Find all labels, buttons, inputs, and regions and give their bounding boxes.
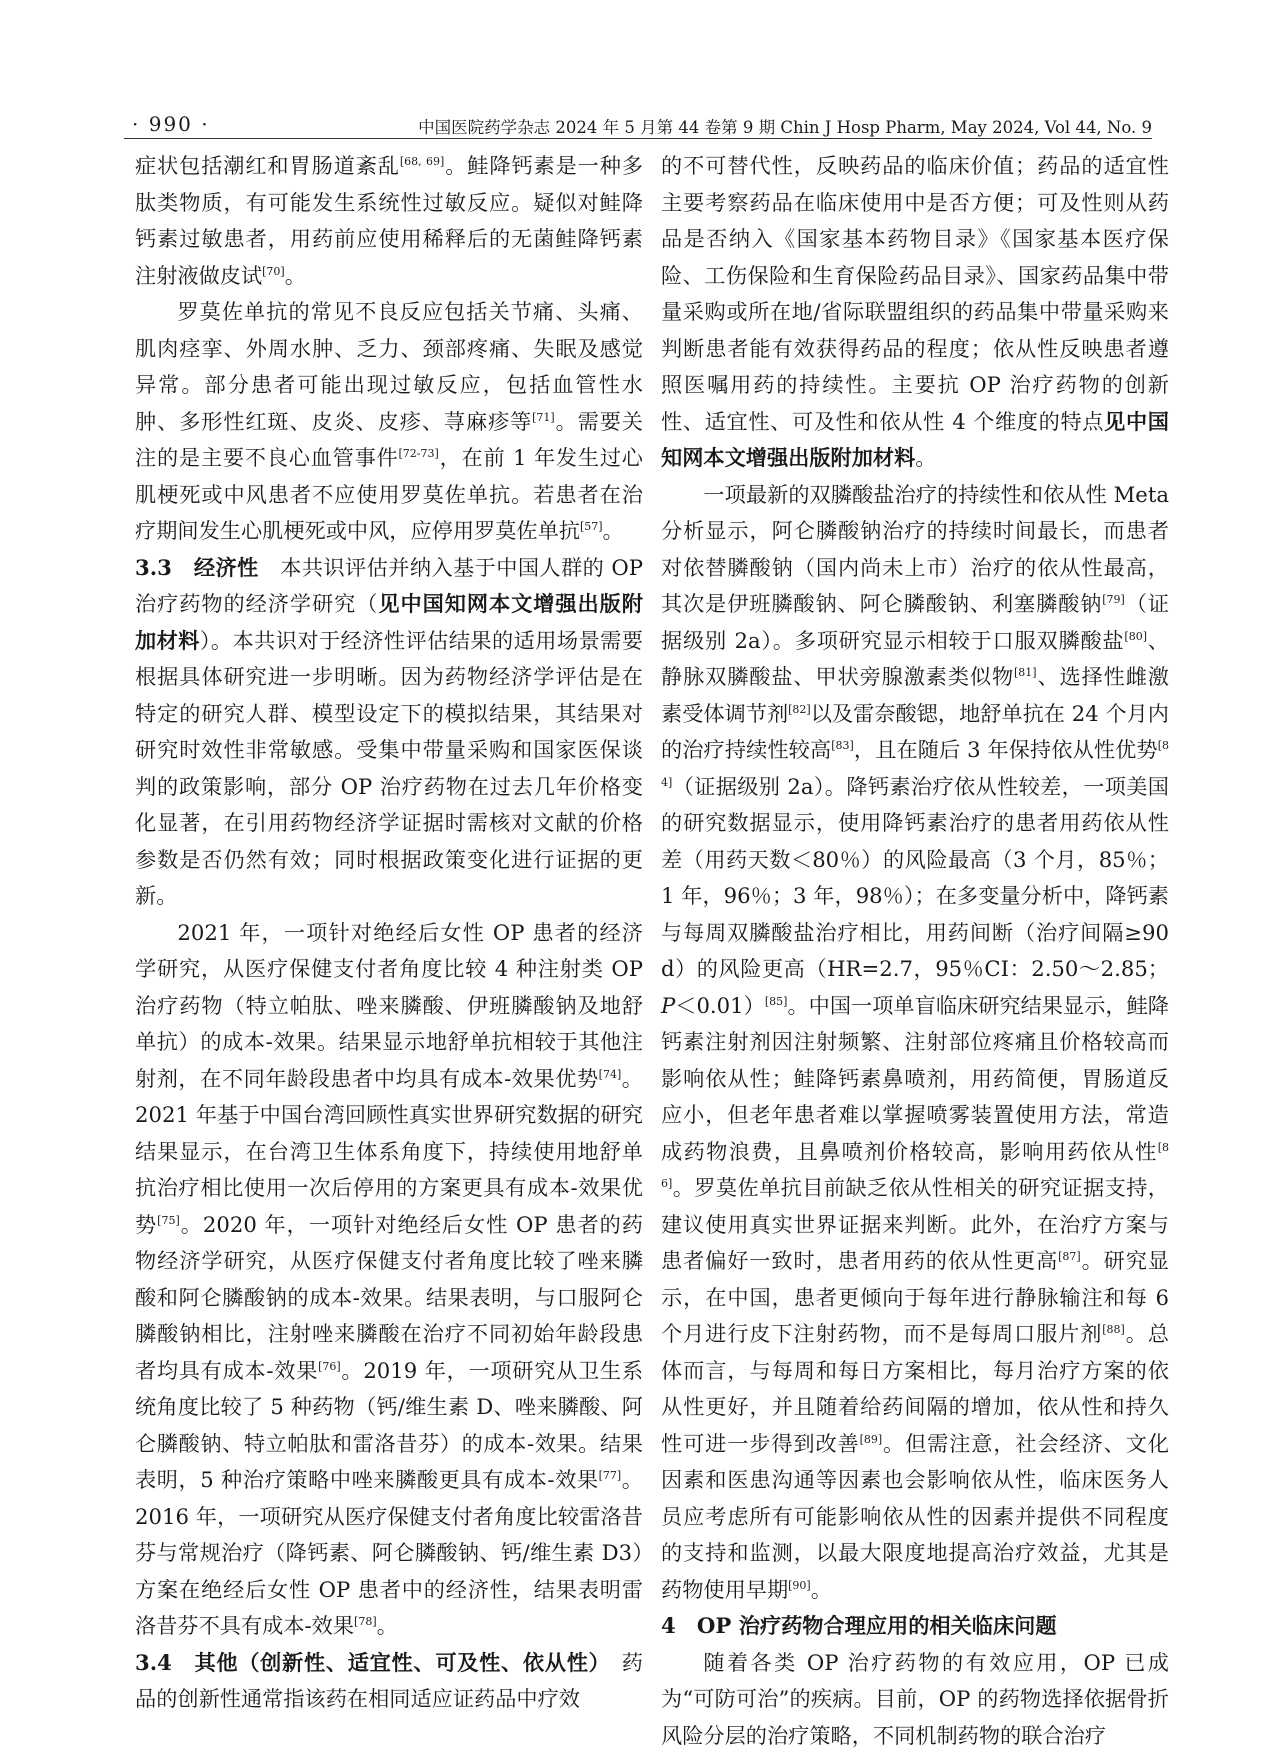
citation[interactable]: [71] [532, 410, 555, 423]
citation[interactable]: [74] [599, 1067, 622, 1080]
citation[interactable]: [80] [1124, 629, 1147, 642]
supplement-link[interactable]: 见中国知网本文增强出版附加材料 [661, 409, 1169, 471]
right-column [661, 148, 1169, 1754]
section-heading: 3.3 经济性 [135, 555, 259, 580]
citation[interactable]: [82] [788, 702, 811, 715]
left-column [135, 148, 643, 1718]
section-heading: 3.4 其他（创新性、适宜性、可及性、依从性） [135, 1650, 600, 1675]
citation[interactable]: [79] [1102, 593, 1125, 606]
section-3-3: 3.3 经济性 本共识评估并纳入基于中国人群的 OP 治疗药物的经济学研究（见中国知网本文增强出版附加材料）。本共识对于经济性评估结果的适用场景需要根据具体研究进一步明晰。因为药物经济学评估是在特定的研究人群、模型设定下的模拟结果，其结果对研究时效性非常敏感。受集中带量采购和国家医保谈判的政策影响，部分 OP 治疗药物在过去几年价格变化显著，在引用药物经济学证据时需核对文献的价格参数是否仍然有效；同时根据政策变化进行证据的更新。 [135, 550, 643, 915]
p-value-label: P [661, 993, 675, 1018]
paragraph: 罗莫佐单抗的常见不良反应包括关节痛、头痛、肌肉痉挛、外周水肿、乏力、颈部疼痛、失眠及感觉异常。部分患者可能出现过敏反应，包括血管性水肿、多形性红斑、皮炎、皮疹、荨麻疹等[71]。需要关注的是主要不良心血管事件[72-73]，在前 1 年发生过心肌梗死或中风患者不应使用罗莫佐单抗。若患者在治疗期间发生心肌梗死或中风，应停用罗莫佐单抗[57]。 [135, 294, 643, 550]
citation[interactable]: [85] [765, 994, 788, 1007]
citation[interactable]: [84] [661, 739, 1169, 789]
citation[interactable]: [77] [599, 1469, 622, 1482]
citation[interactable]: [78] [354, 1615, 377, 1628]
citation[interactable]: [87] [1058, 1250, 1081, 1263]
supplement-link[interactable]: 见中国知网本文增强出版附加材料 [135, 591, 643, 653]
page-number: · 990 · [132, 112, 210, 136]
paragraph: 2021 年，一项针对绝经后女性 OP 患者的经济学研究，从医疗保健支付者角度比较 4 种注射类 OP 治疗药物（特立帕肽、唑来膦酸、伊班膦酸钠及地舒单抗）的成本-效果。结果显示地舒单抗相较于其他注射剂，在不同年龄段患者中均具有成本-效果优势[74]。2021 年基于中国台湾回顾性真实世界研究数据的研究结果显示，在台湾卫生体系角度下，持续使用地舒单抗治疗相比使用一次后停用的方案更具有成本-效果优势[75]。2020 年，一项针对绝经后女性 OP 患者的药物经济学研究，从医疗保健支付者角度比较了唑来膦酸和阿仑膦酸钠的成本-效果。结果表明，与口服阿仑膦酸钠相比，注射唑来膦酸在治疗不同初始年龄段患者均具有成本-效果[76]。2019 年，一项研究从卫生系统角度比较了 5 种药物（钙/维生素 D、唑来膦酸、阿仑膦酸钠、特立帕肽和雷洛昔芬）的成本-效果。结果表明，5 种治疗策略中唑来膦酸更具有成本-效果[77]。2016 年，一项研究从医疗保健支付者角度比较雷洛昔芬与常规治疗（降钙素、阿仑膦酸钠、钙/维生素 D3）方案在绝经后女性 OP 患者中的经济性，结果表明雷洛昔芬不具有成本-效果[78]。 [135, 915, 643, 1645]
section-3-4: 3.4 其他（创新性、适宜性、可及性、依从性） 药品的创新性通常指该药在相同适应证药品中疗效 [135, 1645, 643, 1718]
paragraph: 随着各类 OP 治疗药物的有效应用，OP 已成为“可防可治”的疾病。目前，OP 的药物选择依据骨折风险分层的治疗策略，不同机制药物的联合治疗 [661, 1645, 1169, 1754]
journal-citation: 中国医院药学杂志 2024 年 5 月第 44 卷第 9 期 Chin J Hosp Pharm, May 2024, Vol 44, No. 9 [418, 114, 1152, 138]
paragraph: 的不可替代性，反映药品的临床价值；药品的适宜性主要考察药品在临床使用中是否方便；可及性则从药品是否纳入《国家基本药物目录》《国家基本医疗保险、工伤保险和生育保险药品目录》、国家药品集中带量采购或所在地/省际联盟组织的药品集中带量采购来判断患者能有效获得药品的程度；依从性反映患者遵照医嘱用药的持续性。主要抗 OP 治疗药物的创新性、适宜性、可及性和依从性 4 个维度的特点见中国知网本文增强出版附加材料。 [661, 148, 1169, 477]
citation[interactable]: [57] [580, 520, 603, 533]
citation[interactable]: [68, 69] [400, 155, 444, 168]
citation[interactable]: [72-73] [399, 447, 439, 460]
citation[interactable]: [89] [860, 1432, 883, 1445]
section-4-heading: 4 OP 治疗药物合理应用的相关临床问题 [661, 1608, 1169, 1645]
citation[interactable]: [88] [1102, 1323, 1125, 1336]
paragraph: 一项最新的双膦酸盐治疗的持续性和依从性 Meta 分析显示，阿仑膦酸钠治疗的持续时间最长，而患者对依替膦酸钠（国内尚未上市）治疗的依从性最高，其次是伊班膦酸钠、阿仑膦酸钠、利塞膦酸钠[79]（证据级别 2a）。多项研究显示相较于口服双膦酸盐[80]、静脉双膦酸盐、甲状旁腺激素类似物[81]、选择性雌激素受体调节剂[82]以及雷奈酸锶，地舒单抗在 24 个月内的治疗持续性较高[83]，且在随后 3 年保持依从性优势[84]（证据级别 2a）。降钙素治疗依从性较差，一项美国的研究数据显示，使用降钙素治疗的患者用药依从性差（用药天数＜80％）的风险最高（3 个月，85％；1 年，96％；3 年，98％）；在多变量分析中，降钙素与每周双膦酸盐治疗相比，用药间断（治疗间隔≥90 d）的风险更高（HR=2.7，95％CI：2.50～2.85；P＜0.01）[85]。中国一项单盲临床研究结果显示，鲑降钙素注射剂因注射频繁、注射部位疼痛且价格较高而影响依从性；鲑降钙素鼻喷剂，用药简便，胃肠道反应小，但老年患者难以掌握喷雾装置使用方法，常造成药物浪费，且鼻喷剂价格较高，影响用药依从性[86]。罗莫佐单抗目前缺乏依从性相关的研究证据支持，建议使用真实世界证据来判断。此外，在治疗方案与患者偏好一致时，患者用药的依从性更高[87]。研究显示，在中国，患者更倾向于每年进行静脉输注和每 6 个月进行皮下注射药物，而不是每周口服片剂[88]。总体而言，与每周和每日方案相比，每月治疗方案的依从性更好，并且随着给药间隔的增加，依从性和持久性可进一步得到改善[89]。但需注意，社会经济、文化因素和医患沟通等因素也会影响依从性，临床医务人员应考虑所有可能影响依从性的因素并提供不同程度的支持和监测，以最大限度地提高治疗效益，尤其是药物使用早期[90]。 [661, 477, 1169, 1609]
citation[interactable]: [90] [788, 1578, 811, 1591]
paragraph: 症状包括潮红和胃肠道紊乱[68, 69]。鲑降钙素是一种多肽类物质，有可能发生系统性过敏反应。疑似对鲑降钙素过敏患者，用药前应使用稀释后的无菌鲑降钙素注射液做皮试[70]。 [135, 148, 643, 294]
citation[interactable]: [83] [831, 739, 854, 752]
citation[interactable]: [81] [1014, 666, 1037, 679]
citation[interactable]: [86] [661, 1140, 1169, 1190]
citation[interactable]: [75] [157, 1213, 180, 1226]
running-header [124, 104, 1152, 139]
citation[interactable]: [70] [262, 264, 285, 277]
citation[interactable]: [76] [318, 1359, 341, 1372]
